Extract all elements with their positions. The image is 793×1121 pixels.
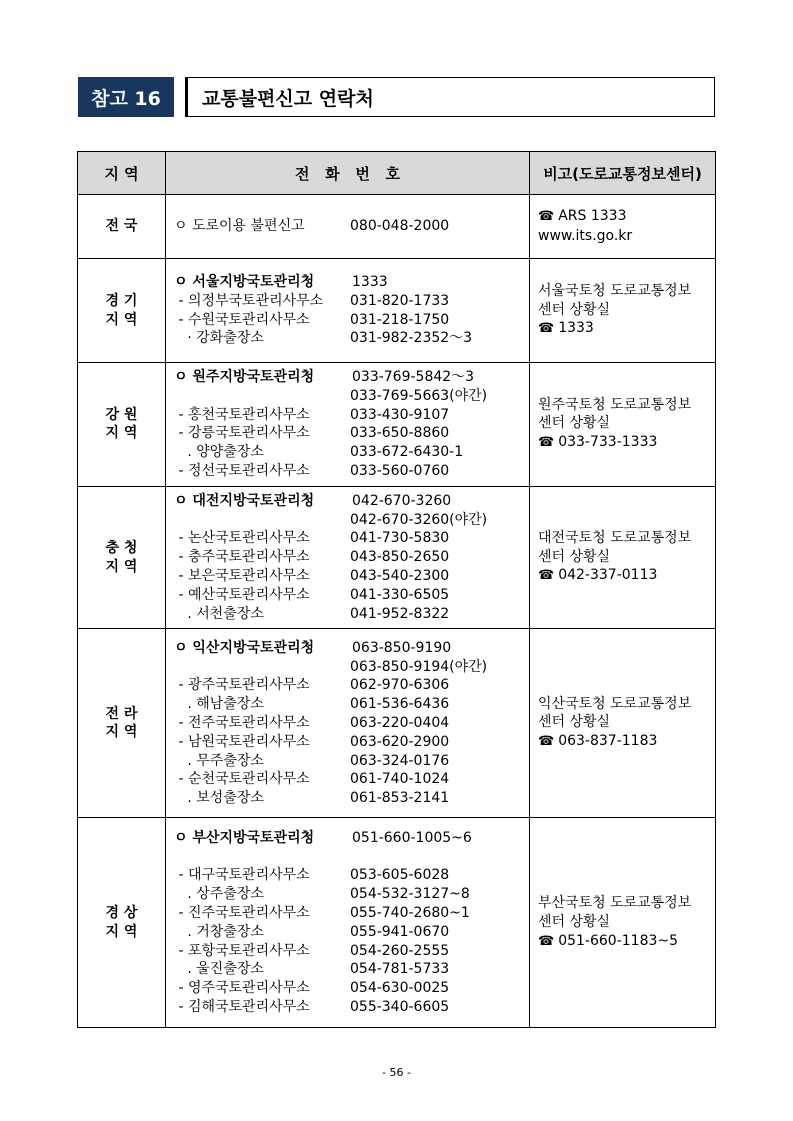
region-cell bbox=[78, 818, 166, 1028]
region-label: 강 원 bbox=[105, 406, 138, 423]
column-header-phone: 전 화 번 호 bbox=[166, 152, 530, 195]
office-line bbox=[174, 733, 525, 752]
note-text: 센터 상황실 bbox=[538, 415, 611, 432]
region-label: 지 역 bbox=[105, 724, 138, 741]
section-badge: 참고 16 bbox=[78, 77, 174, 117]
note-phone-line bbox=[538, 207, 711, 227]
note-text: 서울국토청 도로교통정보 bbox=[538, 282, 692, 299]
note-cell bbox=[530, 363, 716, 487]
phone-number: 043-540-2300 bbox=[350, 567, 450, 584]
office-line bbox=[174, 462, 525, 481]
office-line bbox=[174, 866, 525, 885]
telephone-icon: ☎ bbox=[538, 933, 555, 949]
telephone-icon: ☎ bbox=[538, 734, 555, 750]
office-line bbox=[174, 217, 525, 236]
office-name: ㅇ 도로이용 불편신고 bbox=[174, 218, 305, 235]
office-line bbox=[174, 979, 525, 998]
region-label: 지 역 bbox=[105, 425, 138, 442]
phone-number: 041-730-5830 bbox=[350, 530, 450, 547]
office-line bbox=[174, 329, 525, 348]
region-cell bbox=[78, 195, 166, 259]
phone-number: 041-330-6505 bbox=[350, 586, 450, 603]
region-label: 경 기 bbox=[105, 292, 138, 309]
phone-number: 042-670-3260(야간) bbox=[350, 511, 488, 528]
phone-cell bbox=[166, 363, 530, 487]
note-text: 부산국토청 도로교통정보 bbox=[538, 895, 692, 912]
office-name: ㅇ 원주지방국토관리청 bbox=[174, 369, 315, 385]
note-phone-line bbox=[538, 932, 711, 952]
office-name: - 포항국토관리사무소 bbox=[174, 942, 310, 959]
office-name: . 울진출장소 bbox=[174, 961, 264, 978]
phone-number: 063-620-2900 bbox=[350, 733, 450, 750]
office-line bbox=[174, 676, 525, 695]
note-text: 센터 상황실 bbox=[538, 301, 611, 318]
note-cell bbox=[530, 818, 716, 1028]
office-name: - 강릉국토관리사무소 bbox=[174, 425, 310, 442]
note-phone-line bbox=[538, 732, 711, 752]
region-label: 경 상 bbox=[105, 905, 138, 922]
office-name: - 정선국토관리사무소 bbox=[174, 462, 310, 479]
page-title: 교통불편신고 연락처 bbox=[185, 77, 715, 117]
office-line bbox=[174, 548, 525, 567]
regional-office-line bbox=[174, 368, 525, 387]
office-line bbox=[174, 770, 525, 789]
phone-number: 054-781-5733 bbox=[350, 961, 450, 978]
column-header-note: 비고(도로교통정보센터) bbox=[530, 152, 716, 195]
office-line bbox=[174, 885, 525, 904]
note-text: 센터 상황실 bbox=[538, 714, 611, 731]
phone-number: 063-850-9190 bbox=[352, 639, 452, 656]
office-line bbox=[174, 511, 525, 530]
office-name: - 남원국토관리사무소 bbox=[174, 733, 310, 750]
office-line bbox=[174, 904, 525, 923]
note-text: 대전국토청 도로교통정보 bbox=[538, 529, 692, 546]
office-line bbox=[174, 311, 525, 330]
office-name: . 서천출장소 bbox=[174, 605, 264, 622]
office-name: . 양양출장소 bbox=[174, 444, 264, 461]
office-line bbox=[174, 789, 525, 808]
note-phone: 033-733-1333 bbox=[558, 434, 658, 451]
office-name: ㅇ 대전지방국토관리청 bbox=[174, 492, 315, 509]
table-row bbox=[78, 486, 716, 629]
office-line bbox=[174, 406, 525, 425]
phone-number: 033-430-9107 bbox=[350, 406, 450, 423]
office-line bbox=[174, 292, 525, 311]
region-label: 전 국 bbox=[105, 218, 138, 235]
office-name: - 논산국토관리사무소 bbox=[174, 530, 310, 547]
phone-cell bbox=[166, 629, 530, 818]
office-name: - 광주국토관리사무소 bbox=[174, 677, 310, 694]
phone-number: 051-660-1005~6 bbox=[352, 829, 472, 846]
office-name: - 수원국토관리사무소 bbox=[174, 311, 310, 328]
phone-number: 031-218-1750 bbox=[350, 311, 450, 328]
phone-number: 041-952-8322 bbox=[350, 605, 450, 622]
office-line bbox=[174, 752, 525, 771]
office-name: - 충주국토관리사무소 bbox=[174, 549, 310, 566]
phone-number: 055-340-6605 bbox=[350, 999, 450, 1016]
region-label: 충 청 bbox=[105, 539, 138, 556]
region-label: 전 라 bbox=[105, 705, 138, 722]
column-header-region: 지 역 bbox=[78, 152, 166, 195]
office-name: . 무주출장소 bbox=[174, 752, 264, 769]
office-name: . 상주출장소 bbox=[174, 886, 264, 903]
phone-number: 055-740-2680~1 bbox=[350, 905, 470, 922]
office-line bbox=[174, 586, 525, 605]
page-number: - 56 - bbox=[382, 1066, 411, 1079]
phone-cell bbox=[166, 195, 530, 259]
table-row bbox=[78, 363, 716, 487]
table-row bbox=[78, 195, 716, 259]
office-line bbox=[174, 443, 525, 462]
note-text: 익산국토청 도로교통정보 bbox=[538, 695, 692, 712]
table-row bbox=[78, 818, 716, 1028]
office-name: - 보은국토관리사무소 bbox=[174, 567, 310, 584]
note-phone: 063-837-1183 bbox=[558, 733, 658, 750]
phone-number: 054-260-2555 bbox=[350, 942, 450, 959]
office-name: . 거창출장소 bbox=[174, 923, 264, 940]
phone-number: 033-769-5842～3 bbox=[352, 369, 475, 385]
office-name: . 해남출장소 bbox=[174, 696, 264, 713]
phone-number: 063-324-0176 bbox=[350, 752, 450, 769]
office-name: - 홍천국토관리사무소 bbox=[174, 406, 310, 423]
telephone-icon: ☎ bbox=[538, 435, 555, 451]
office-line bbox=[174, 567, 525, 586]
office-line bbox=[174, 529, 525, 548]
phone-number: 063-850-9194(야간) bbox=[350, 658, 488, 675]
phone-number: 042-670-3260 bbox=[352, 492, 452, 509]
office-name: - 전주국토관리사무소 bbox=[174, 714, 310, 731]
phone-number: 061-536-6436 bbox=[350, 696, 450, 713]
note-phone-line bbox=[538, 319, 711, 339]
office-name: ㅇ 서울지방국토관리청 bbox=[174, 273, 315, 290]
regional-office-line bbox=[174, 829, 525, 848]
office-line bbox=[174, 942, 525, 961]
phone-number: 061-740-1024 bbox=[350, 771, 450, 788]
table-row bbox=[78, 629, 716, 818]
table-row bbox=[78, 259, 716, 363]
phone-number: 063-220-0404 bbox=[350, 714, 450, 731]
note-text: www.its.go.kr bbox=[538, 228, 633, 244]
phone-cell bbox=[166, 818, 530, 1028]
phone-number: 033-560-0760 bbox=[350, 462, 450, 479]
phone-number: 031-982-2352～3 bbox=[350, 330, 473, 347]
note-phone: 051-660-1183~5 bbox=[558, 932, 679, 949]
note-phone-line bbox=[538, 566, 711, 586]
phone-number: 043-850-2650 bbox=[350, 549, 450, 566]
note-cell bbox=[530, 259, 716, 363]
phone-cell bbox=[166, 486, 530, 629]
phone-number: 080-048-2000 bbox=[350, 218, 450, 235]
region-cell bbox=[78, 486, 166, 629]
regional-office-line bbox=[174, 639, 525, 658]
office-name: · 강화출장소 bbox=[174, 330, 264, 347]
region-cell bbox=[78, 629, 166, 818]
note-phone: ARS 1333 bbox=[558, 208, 627, 225]
table-header-row bbox=[78, 152, 716, 195]
office-line bbox=[174, 605, 525, 624]
note-cell bbox=[530, 486, 716, 629]
note-text: 센터 상황실 bbox=[538, 913, 611, 930]
phone-number: 033-672-6430-1 bbox=[350, 444, 464, 461]
office-line bbox=[174, 848, 525, 867]
phone-number: 061-853-2141 bbox=[350, 790, 450, 807]
note-phone: 1333 bbox=[558, 320, 594, 337]
telephone-icon: ☎ bbox=[538, 209, 555, 225]
region-label: 지 역 bbox=[105, 558, 138, 575]
phone-number: 053-605-6028 bbox=[350, 867, 450, 884]
regional-office-line bbox=[174, 492, 525, 511]
office-name: - 순천국토관리사무소 bbox=[174, 771, 310, 788]
office-name: ㅇ 부산지방국토관리청 bbox=[174, 829, 315, 846]
office-name: - 진주국토관리사무소 bbox=[174, 905, 310, 922]
phone-number: 055-941-0670 bbox=[350, 923, 450, 940]
note-phone-line bbox=[538, 433, 711, 453]
office-line bbox=[174, 658, 525, 677]
note-cell bbox=[530, 195, 716, 259]
region-label: 지 역 bbox=[105, 311, 138, 328]
phone-cell bbox=[166, 259, 530, 363]
note-cell bbox=[530, 629, 716, 818]
office-name: - 예산국토관리사무소 bbox=[174, 586, 310, 603]
phone-number: 031-820-1733 bbox=[350, 292, 450, 309]
note-text: 원주국토청 도로교통정보 bbox=[538, 396, 692, 413]
office-name: - 영주국토관리사무소 bbox=[174, 980, 310, 997]
phone-number: 033-650-8860 bbox=[350, 425, 450, 442]
office-name: - 의정부국토관리사무소 bbox=[174, 292, 324, 309]
phone-number: 033-769-5663(야간) bbox=[350, 387, 488, 404]
office-line bbox=[174, 714, 525, 733]
telephone-icon: ☎ bbox=[538, 568, 555, 584]
office-name: ㅇ 익산지방국토관리청 bbox=[174, 639, 315, 656]
region-cell bbox=[78, 259, 166, 363]
note-text: 센터 상황실 bbox=[538, 548, 611, 565]
office-line bbox=[174, 424, 525, 443]
phone-number: 054-630-0025 bbox=[350, 980, 450, 997]
office-line bbox=[174, 387, 525, 406]
region-label: 지 역 bbox=[105, 923, 138, 940]
phone-number: 054-532-3127~8 bbox=[350, 886, 470, 903]
note-phone: 042-337-0113 bbox=[558, 567, 658, 584]
phone-number: 062-970-6306 bbox=[350, 677, 450, 694]
phone-number: 1333 bbox=[352, 273, 388, 290]
telephone-icon: ☎ bbox=[538, 321, 555, 337]
office-name: - 김해국토관리사무소 bbox=[174, 999, 310, 1016]
contacts-table bbox=[77, 151, 716, 1028]
office-line bbox=[174, 998, 525, 1017]
region-cell bbox=[78, 363, 166, 487]
office-line bbox=[174, 695, 525, 714]
office-line bbox=[174, 960, 525, 979]
office-name: . 보성출장소 bbox=[174, 790, 264, 807]
office-line bbox=[174, 923, 525, 942]
regional-office-line bbox=[174, 273, 525, 292]
office-name: - 대구국토관리사무소 bbox=[174, 867, 310, 884]
